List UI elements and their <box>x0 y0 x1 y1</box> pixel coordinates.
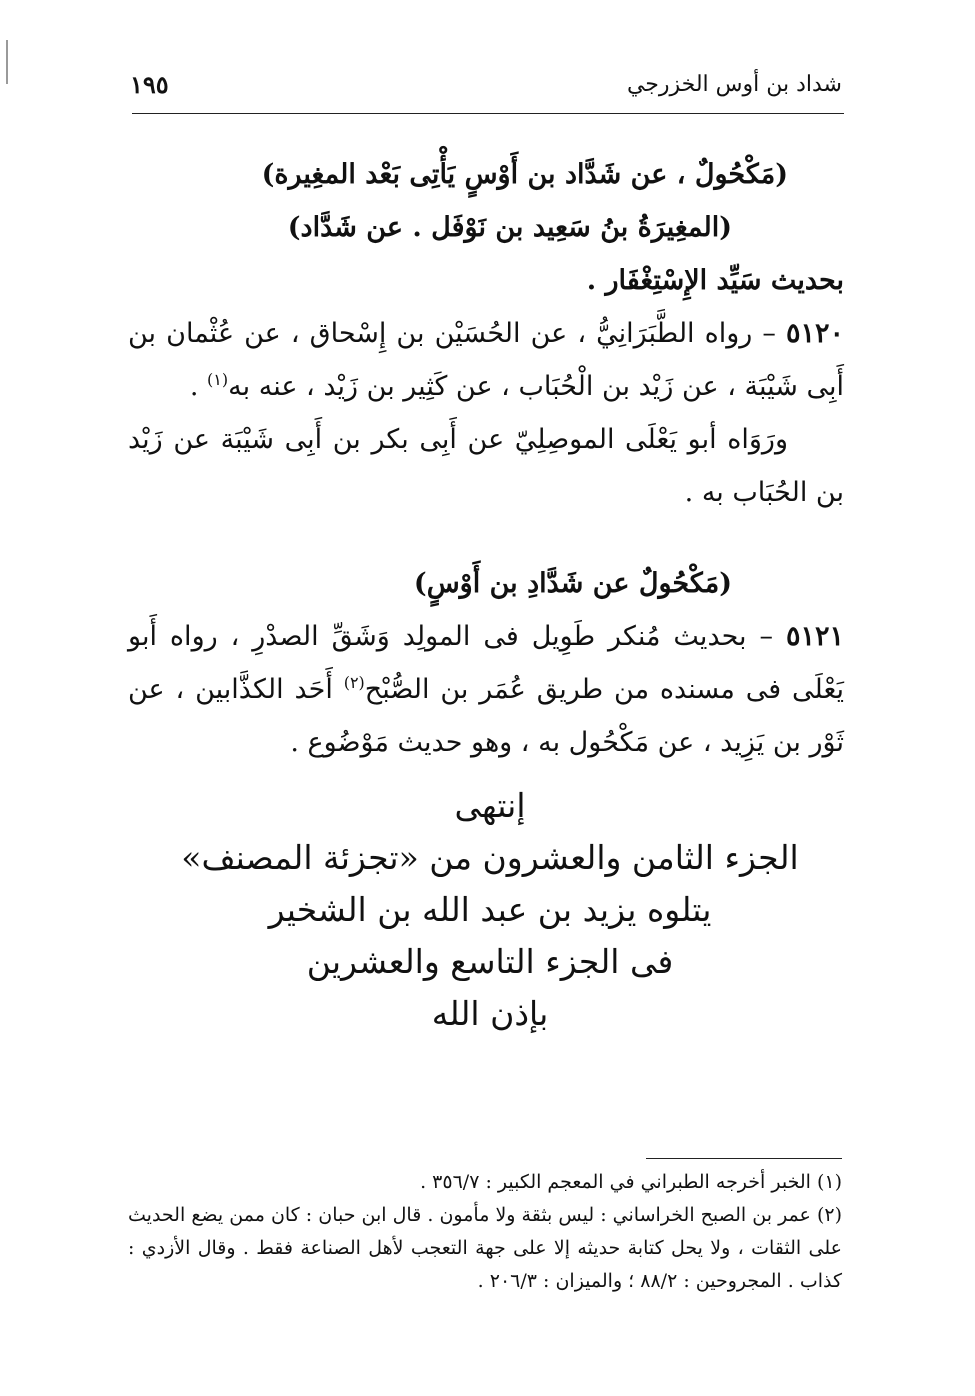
hadith-5120-text: – رواه الطَّبَرَانِيُّ ، عن الحُسَيْن بن إِسْحاق ، عن عُثْمان بن أَبِى شَيْبَة ، عن زَيْد بن الْحُبَاب ، عن كَثِير بن زَيْد ، عنه به <box>128 318 844 402</box>
footnote-2: (٢) عمر بن الصبح الخراساني : ليس بثقة ولا مأمون . قال ابن حبان : كان ممن يضع الحديث على الثقات ، ولا يحل كتابة حديثه إلا على جهة التعجب لأهل الصناعة فقط . وقال الأزدي : كذاب . المجروحين : ٨٨/٢ ؛ والميزان : ٢٠٦/٣ . <box>128 1204 842 1292</box>
colophon <box>140 780 840 1040</box>
hadith-5121 <box>128 610 844 769</box>
hadith-5120 <box>128 307 844 413</box>
colophon-line-3: يتلوه يزيد بن عبد الله بن الشخير <box>268 890 712 929</box>
hadith-5121-text-a: – بحديث مُنكر طَوِيل فى المولِد وَشَقِّ الصدْرِ ، رواه أَبو يَعْلَى فى مسنده من طريق عُمَر بن الصُّبْح <box>128 621 844 705</box>
section-heading-1b: (المغِيرَةُ بنُ سَعِيد بن نَوْفَل . عن شَدَّاد) <box>287 212 732 243</box>
running-title: شداد بن أوس الخزرجي <box>626 72 842 97</box>
header-rule <box>132 113 844 114</box>
hadith-5120-continuation: ورَوَاه أبو يَعْلَى الموصِلِيّ عن أَبِى بكر بن أَبِى شَيْبَة عن زَيْد بن الحُبَاب به . <box>128 424 844 508</box>
colophon-line-4: فى الجزء التاسع والعشرين <box>306 942 674 981</box>
footnote-ref-2[interactable]: (٢) <box>343 673 365 692</box>
colophon-line-1: إنتهى <box>454 786 526 825</box>
footnote-1: (١) الخبر أخرجه الطبراني في المعجم الكبير : ٣٥٦/٧ . <box>420 1171 842 1193</box>
colophon-line-2: الجزء الثامن والعشرون من «تجزئة المصنف» <box>181 838 799 877</box>
hadith-number-5121: ٥١٢١ <box>785 621 844 652</box>
hadith-number-5120: ٥١٢٠ <box>785 318 844 349</box>
main-text <box>128 148 844 769</box>
section-gap <box>128 519 844 557</box>
hadith-5121-text-b: أَحَد الكذَّابين ، عن ثَوْر بن يَزِيد ، عن مَكْحُول به ، وهو حديث مَوْضُوع . <box>128 674 844 758</box>
colophon-line-5: بإذن الله <box>431 994 549 1033</box>
section-heading-1a: (مَكْحُولٌ ، عن شَدَّاد بن أَوْسٍ يَأْتِى بَعْد المغِيرة) <box>261 159 788 190</box>
section-heading-2: (مَكْحُولٌ عن شَدَّادِ بن أَوْسٍ) <box>413 568 732 599</box>
hadith-5120-end: . <box>189 371 208 402</box>
page-number: ١٩٥ <box>130 70 169 99</box>
footnote-ref-1[interactable]: (١) <box>207 370 229 389</box>
section-heading-1c: بحديث سَيِّد الإِسْتِغْفَار . <box>586 265 844 296</box>
scan-edge-mark <box>6 40 8 84</box>
page-header <box>130 70 842 110</box>
footnote-rule <box>646 1158 842 1159</box>
footnotes <box>128 1166 842 1298</box>
